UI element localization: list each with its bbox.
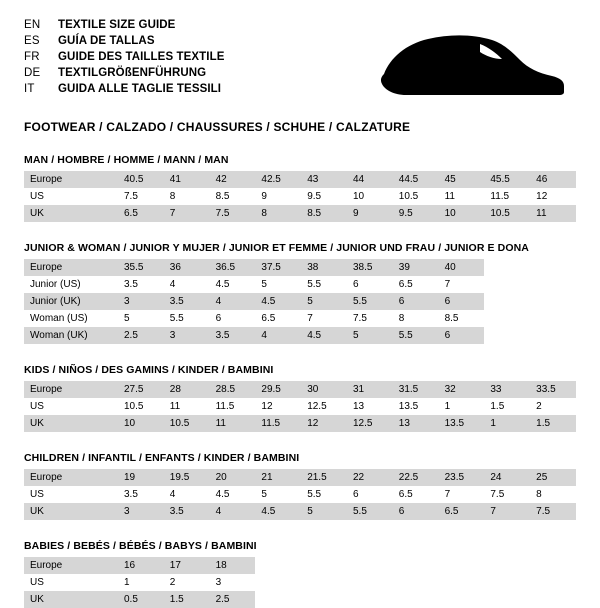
size-cell: 8 [164, 188, 210, 205]
size-cell: 8 [530, 486, 576, 503]
row-label: UK [24, 415, 118, 432]
size-cell: 5.5 [301, 486, 347, 503]
table-row [24, 503, 576, 520]
size-cell: 28 [164, 381, 210, 398]
size-cell: 6 [439, 293, 485, 310]
size-table-title: MAN / HOMBRE / HOMME / MANN / MAN [24, 154, 229, 166]
size-cell: 11.5 [210, 398, 256, 415]
row-label: UK [24, 591, 118, 608]
size-cell [530, 310, 576, 327]
row-label: UK [24, 205, 118, 222]
table-row [24, 415, 576, 432]
size-cell [301, 557, 347, 574]
table-row [24, 171, 576, 188]
size-cell [530, 574, 576, 591]
size-cell: 38 [301, 259, 347, 276]
size-cell [439, 557, 485, 574]
row-label: Europe [24, 469, 118, 486]
size-cell: 37.5 [255, 259, 301, 276]
size-cell: 13.5 [439, 415, 485, 432]
language-row [24, 82, 225, 97]
size-cell: 22 [347, 469, 393, 486]
size-cell: 6 [393, 503, 439, 520]
size-cell: 7.5 [347, 310, 393, 327]
language-list [24, 18, 225, 97]
row-label: Junior (UK) [24, 293, 118, 310]
row-label: Europe [24, 557, 118, 574]
size-cell: 4.5 [255, 503, 301, 520]
size-cell: 33 [484, 381, 530, 398]
row-label: Europe [24, 259, 118, 276]
size-table-title: BABIES / BEBÉS / BÉBÉS / BABYS / BAMBINI [24, 540, 257, 552]
size-cell: 6.5 [255, 310, 301, 327]
size-cell: 1.5 [164, 591, 210, 608]
size-cell: 27.5 [118, 381, 164, 398]
size-cell: 5 [255, 486, 301, 503]
size-cell: 6 [347, 276, 393, 293]
size-table [24, 557, 576, 608]
size-cell: 10.5 [484, 205, 530, 222]
size-cell: 38.5 [347, 259, 393, 276]
size-cell: 4.5 [255, 293, 301, 310]
size-cell: 7 [484, 503, 530, 520]
size-cell [393, 574, 439, 591]
size-cell: 3.5 [164, 503, 210, 520]
table-row [24, 188, 576, 205]
size-cell [301, 574, 347, 591]
size-cell: 6 [439, 327, 485, 344]
size-cell: 7 [439, 486, 485, 503]
size-cell: 10.5 [118, 398, 164, 415]
size-cell: 4.5 [301, 327, 347, 344]
size-cell: 2 [530, 398, 576, 415]
size-cell: 5 [118, 310, 164, 327]
size-cell: 39 [393, 259, 439, 276]
table-row [24, 469, 576, 486]
size-cell: 9 [347, 205, 393, 222]
size-table-title: JUNIOR & WOMAN / JUNIOR Y MUJER / JUNIOR ET FEMME / JUNIOR UND FRAU / JUNIOR E DONA [24, 242, 529, 254]
size-cell: 40.5 [118, 171, 164, 188]
size-cell: 7.5 [210, 205, 256, 222]
size-cell: 9 [255, 188, 301, 205]
table-row [24, 398, 576, 415]
table-row [24, 327, 576, 344]
size-cell: 5 [347, 327, 393, 344]
row-label: Junior (US) [24, 276, 118, 293]
size-cell: 6.5 [393, 276, 439, 293]
size-cell: 31 [347, 381, 393, 398]
section-title: FOOTWEAR / CALZADO / CHAUSSURES / SCHUHE / CALZATURE [24, 120, 411, 134]
size-cell: 28.5 [210, 381, 256, 398]
size-cell: 2.5 [210, 591, 256, 608]
size-cell: 24 [484, 469, 530, 486]
size-cell: 3 [210, 574, 256, 591]
size-cell: 3.5 [118, 486, 164, 503]
size-cell: 1.5 [484, 398, 530, 415]
table-row [24, 205, 576, 222]
size-cell: 46 [530, 171, 576, 188]
size-table-title: KIDS / NIÑOS / DES GAMINS / KINDER / BAMBINI [24, 364, 274, 376]
size-table-group [24, 364, 576, 432]
size-cell: 1 [484, 415, 530, 432]
dress-shoe-icon [376, 28, 566, 102]
row-label: UK [24, 503, 118, 520]
size-cell: 30 [301, 381, 347, 398]
size-cell: 7 [439, 276, 485, 293]
size-cell [255, 574, 301, 591]
size-cell: 3.5 [210, 327, 256, 344]
size-cell: 8.5 [210, 188, 256, 205]
row-label: Europe [24, 381, 118, 398]
size-table-group [24, 452, 576, 520]
size-cell: 13.5 [393, 398, 439, 415]
table-row [24, 276, 576, 293]
size-cell: 1 [439, 398, 485, 415]
size-cell: 10.5 [164, 415, 210, 432]
language-title: TEXTILE SIZE GUIDE [58, 19, 176, 31]
size-table-group [24, 242, 576, 344]
size-table-title: CHILDREN / INFANTIL / ENFANTS / KINDER / BAMBINI [24, 452, 300, 464]
size-cell: 42 [210, 171, 256, 188]
size-cell: 19.5 [164, 469, 210, 486]
row-label: US [24, 486, 118, 503]
size-cell: 1 [118, 574, 164, 591]
size-cell: 44 [347, 171, 393, 188]
size-cell: 4 [210, 293, 256, 310]
size-cell: 21 [255, 469, 301, 486]
size-cell: 7.5 [118, 188, 164, 205]
size-cell: 5.5 [347, 293, 393, 310]
language-code: IT [24, 83, 35, 95]
size-cell [484, 310, 530, 327]
row-label: Woman (US) [24, 310, 118, 327]
size-cell: 1.5 [530, 415, 576, 432]
size-cell: 5 [255, 276, 301, 293]
size-cell: 40 [439, 259, 485, 276]
size-cell: 11 [164, 398, 210, 415]
size-cell: 29.5 [255, 381, 301, 398]
size-cell: 44.5 [393, 171, 439, 188]
size-cell: 6.5 [393, 486, 439, 503]
size-cell: 36.5 [210, 259, 256, 276]
size-cell: 6 [210, 310, 256, 327]
language-row [24, 18, 225, 33]
size-cell: 43 [301, 171, 347, 188]
size-cell: 3.5 [118, 276, 164, 293]
size-cell: 6.5 [118, 205, 164, 222]
size-cell: 8.5 [439, 310, 485, 327]
size-cell: 4 [164, 486, 210, 503]
size-cell: 4 [164, 276, 210, 293]
size-cell: 25 [530, 469, 576, 486]
language-title: GUÍA DE TALLAS [58, 35, 155, 47]
size-cell [255, 557, 301, 574]
size-cell: 4.5 [210, 486, 256, 503]
table-row [24, 557, 576, 574]
language-code: DE [24, 67, 41, 79]
size-cell: 11 [210, 415, 256, 432]
size-table-group [24, 154, 576, 222]
size-cell: 4.5 [210, 276, 256, 293]
size-cell: 5.5 [301, 276, 347, 293]
size-cell: 7.5 [530, 503, 576, 520]
size-table [24, 469, 576, 520]
size-cell: 5 [301, 503, 347, 520]
size-cell: 19 [118, 469, 164, 486]
size-cell [347, 574, 393, 591]
size-cell: 2.5 [118, 327, 164, 344]
size-cell: 42.5 [255, 171, 301, 188]
size-cell: 4 [255, 327, 301, 344]
size-cell: 17 [164, 557, 210, 574]
size-cell: 12 [530, 188, 576, 205]
table-row [24, 486, 576, 503]
size-cell: 11.5 [484, 188, 530, 205]
size-cell [484, 259, 530, 276]
size-cell [530, 293, 576, 310]
language-title: GUIDA ALLE TAGLIE TESSILI [58, 83, 222, 95]
size-cell: 35.5 [118, 259, 164, 276]
table-row [24, 310, 576, 327]
size-cell: 31.5 [393, 381, 439, 398]
table-row [24, 293, 576, 310]
size-table-group [24, 540, 576, 608]
size-cell: 45.5 [484, 171, 530, 188]
size-cell: 36 [164, 259, 210, 276]
size-cell: 3 [118, 293, 164, 310]
size-cell [439, 574, 485, 591]
size-cell [484, 327, 530, 344]
row-label: US [24, 574, 118, 591]
table-row [24, 574, 576, 591]
language-row [24, 50, 225, 65]
size-cell: 11.5 [255, 415, 301, 432]
size-cell [530, 327, 576, 344]
size-cell [347, 557, 393, 574]
size-cell: 32 [439, 381, 485, 398]
size-cell: 7.5 [484, 486, 530, 503]
header [24, 18, 576, 102]
size-cell: 9.5 [301, 188, 347, 205]
size-tables [24, 154, 576, 608]
size-table [24, 381, 576, 432]
size-cell: 9.5 [393, 205, 439, 222]
size-cell: 45 [439, 171, 485, 188]
size-cell [484, 293, 530, 310]
table-row [24, 259, 576, 276]
language-code: EN [24, 19, 41, 31]
size-cell: 21.5 [301, 469, 347, 486]
language-row [24, 66, 225, 81]
row-label: US [24, 398, 118, 415]
size-cell: 12.5 [301, 398, 347, 415]
size-table [24, 171, 576, 222]
size-cell: 5.5 [164, 310, 210, 327]
size-cell: 10 [439, 205, 485, 222]
size-cell: 6.5 [439, 503, 485, 520]
language-code: FR [24, 51, 40, 63]
row-label: Woman (UK) [24, 327, 118, 344]
size-cell [393, 557, 439, 574]
language-title: GUIDE DES TAILLES TEXTILE [58, 51, 225, 63]
size-cell: 33.5 [530, 381, 576, 398]
size-cell [530, 557, 576, 574]
size-cell: 41 [164, 171, 210, 188]
size-cell: 16 [118, 557, 164, 574]
size-cell: 22.5 [393, 469, 439, 486]
size-cell: 13 [347, 398, 393, 415]
size-cell: 8 [393, 310, 439, 327]
size-cell: 10.5 [393, 188, 439, 205]
size-cell [530, 276, 576, 293]
size-cell: 3 [118, 503, 164, 520]
size-cell: 18 [210, 557, 256, 574]
size-cell: 4 [210, 503, 256, 520]
size-cell [484, 574, 530, 591]
size-cell: 6 [393, 293, 439, 310]
size-cell: 23.5 [439, 469, 485, 486]
size-cell: 11 [530, 205, 576, 222]
row-label: Europe [24, 171, 118, 188]
size-cell [484, 557, 530, 574]
size-cell: 5.5 [347, 503, 393, 520]
size-cell: 11 [439, 188, 485, 205]
size-cell: 8.5 [301, 205, 347, 222]
size-cell: 5 [301, 293, 347, 310]
size-cell: 3 [164, 327, 210, 344]
language-row [24, 34, 225, 49]
row-label: US [24, 188, 118, 205]
size-cell: 10 [118, 415, 164, 432]
size-table [24, 259, 576, 344]
language-title: TEXTILGRÖßENFÜHRUNG [58, 67, 207, 79]
size-cell: 7 [164, 205, 210, 222]
size-cell [484, 276, 530, 293]
size-cell: 6 [347, 486, 393, 503]
language-code: ES [24, 35, 40, 47]
size-cell: 0.5 [118, 591, 164, 608]
table-row [24, 381, 576, 398]
size-cell: 10 [347, 188, 393, 205]
size-cell: 20 [210, 469, 256, 486]
size-cell: 7 [301, 310, 347, 327]
size-cell: 12 [255, 398, 301, 415]
size-cell [530, 259, 576, 276]
size-cell: 13 [393, 415, 439, 432]
size-cell: 3.5 [164, 293, 210, 310]
size-cell: 8 [255, 205, 301, 222]
size-cell: 12 [301, 415, 347, 432]
size-cell: 5.5 [393, 327, 439, 344]
size-cell: 2 [164, 574, 210, 591]
size-cell: 12.5 [347, 415, 393, 432]
